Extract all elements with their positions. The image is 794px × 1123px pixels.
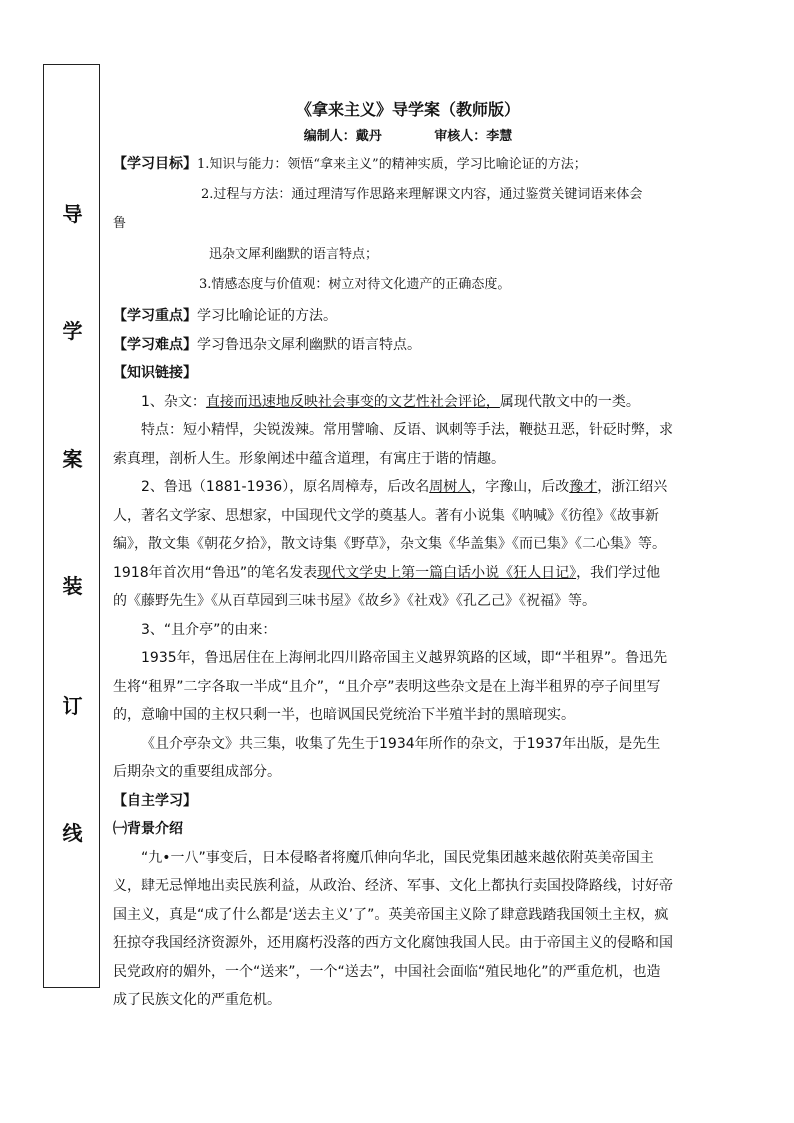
difficulty-tag: 【学习难点】 xyxy=(113,336,197,353)
reviewer-name: 审核人：李慧 xyxy=(434,129,513,144)
side-label-ding: 订 xyxy=(62,694,83,718)
objectives-line-3: 3.情感态度与价值观：树立对待文化遗产的正确态度。 xyxy=(199,276,511,292)
binding-margin-box xyxy=(43,64,100,988)
page-title: 《拿来主义》导学案（教师版） xyxy=(295,100,520,119)
knowledge-item-3-para-1: 1935年，鲁迅居住在上海闸北四川路帝国主义越界筑路的区域，即“半租界”。鲁迅先生将“租界”二字各取一半成“且介”，“且介亭”表明这些杂文是在上海半租界的亭子间里写的，意喻中国的主权只剩一半，也暗讽国民党统治下半殖半封的黑暗现实。 xyxy=(113,650,668,723)
side-label-dao: 导 xyxy=(62,202,83,226)
objectives-tag: 【学习目标】 xyxy=(113,156,197,172)
focus-line: 【学习重点】学习比喻论证的方法。 xyxy=(113,308,337,324)
document-body xyxy=(113,96,673,1015)
self-study-tag: 【自主学习】 xyxy=(113,792,197,809)
objectives-line-2-cont: 迅杂文犀利幽默的语言特点； xyxy=(209,246,379,262)
background-subheading: ㈠背景介绍 xyxy=(113,821,183,837)
objectives-line-1: 【学习目标】1.知识与能力：领悟“拿来主义”的精神实质，学习比喻论证的方法； xyxy=(113,156,587,172)
byline xyxy=(143,124,673,150)
knowledge-tag: 【知识链接】 xyxy=(113,365,197,381)
difficulty-line: 【学习难点】学习鲁迅杂文犀利幽默的语言特点。 xyxy=(113,336,421,353)
objectives-line-2-wrap: 鲁 xyxy=(113,216,127,231)
knowledge-item-3-para-2: 《且介亭杂文》共三集，收集了先生于1934年所作的杂文，于1937年出版，是先生后期杂文的重要组成部分。 xyxy=(113,735,661,780)
focus-tag: 【学习重点】 xyxy=(113,308,197,324)
side-label-zhuang: 装 xyxy=(62,574,83,598)
editor-name: 编制人：戴丹 xyxy=(303,129,382,144)
side-label-xue: 学 xyxy=(62,319,83,343)
knowledge-features: 特点：短小精悍，尖锐泼辣。常用譬喻、反语、讽刺等手法，鞭挞丑恶，针砭时弊，求索真理，剖析人生。形象阐述中蕴含道理，有寓庄于谐的情趣。 xyxy=(113,422,673,467)
knowledge-item-1: 1、杂文：直接而迅速地反映社会事变的文艺性社会评论，属现代散文中的一类。 xyxy=(141,393,640,410)
knowledge-item-2: 2、鲁迅（1881-1936），原名周樟寿，后改名周树人，字豫山，后改豫才，浙江绍兴人，著名文学家、思想家，中国现代文学的奠基人。著有小说集《呐喊》《彷徨》《故事新编》，散文集《朝花夕拾》，散文诗集《野草》，杂文集《华盖集》《而已集》《二心集》等。1918年首次用“鲁迅”的笔名发表现代文学史上第一篇白话小说《狂人日记》，我们学过他的《藤野先生》《从百草园到三味书屋》《故乡》《社戏》《孔乙己》《祝福》等。 xyxy=(113,479,668,609)
background-paragraph: “九•一八”事变后，日本侵略者将魔爪伸向华北，国民党集团越来越依附英美帝国主义，肆无忌惮地出卖民族利益，从政治、经济、军事、文化上都执行卖国投降路线，讨好帝国主义，真是“成了什么都是‘送去主义’了”。英美帝国主义除了肆意践踏我国领土主权，疯狂掠夺我国经济资源外，还用腐朽没落的西方文化腐蚀我国人民。由于帝国主义的侵略和国民党政府的媚外，一个“送来”，一个“送去”，中国社会面临“殖民地化”的严重危机，也造成了民族文化的严重危机。 xyxy=(113,849,673,1008)
side-label-xian: 线 xyxy=(62,821,83,845)
side-label-an: 案 xyxy=(62,447,83,471)
knowledge-item-3: 3、“且介亭”的由来： xyxy=(141,621,277,638)
objectives-line-2: 2.过程与方法：通过理清写作思路来理解课文内容，通过鉴赏关键词语来体会 xyxy=(201,186,643,202)
